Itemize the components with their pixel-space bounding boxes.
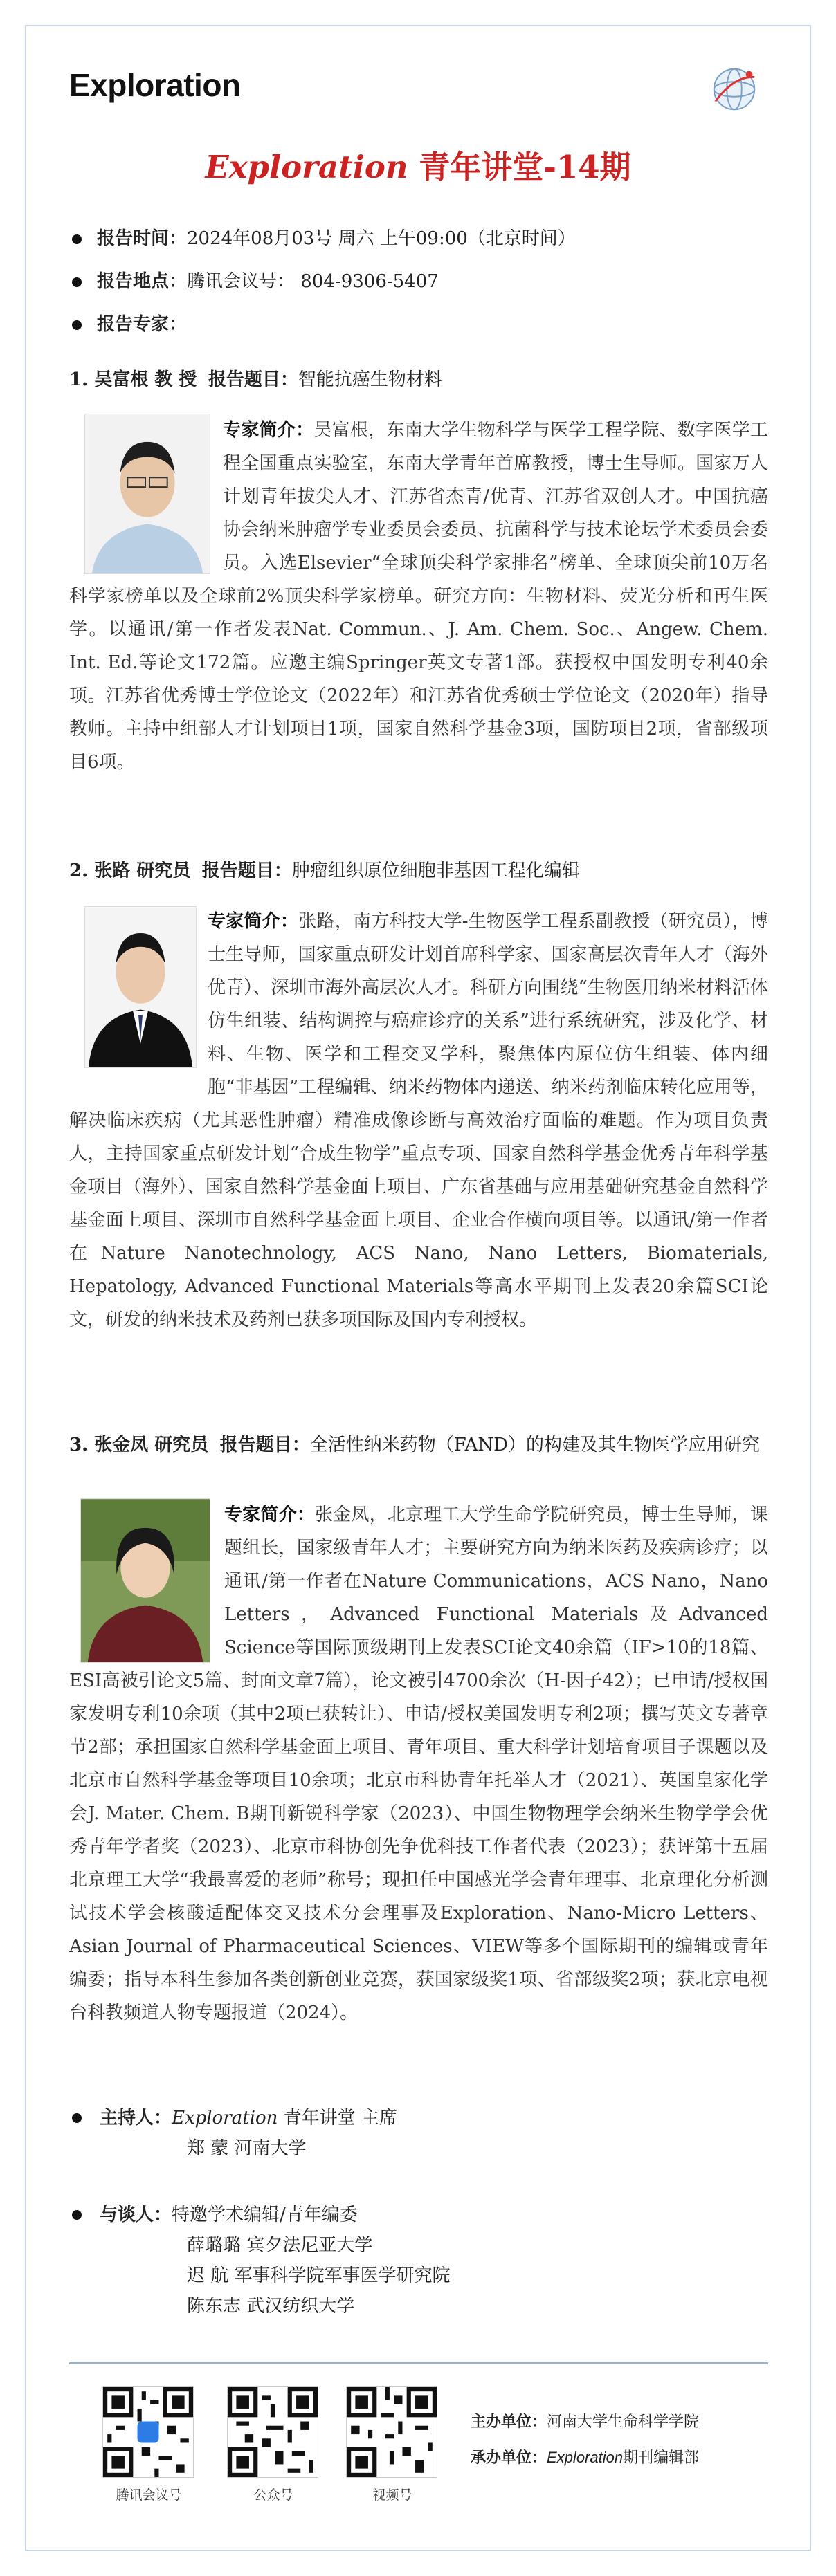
expert-3-bio: 专家简介：张金凤，北京理工大学生命学院研究员，博士生导师，课题组长，国家级青年人才；主要研究方向为纳米医药及疾病诊疗；以通讯/第一作者在Nature Communications，ACS Nano，Nano Letters，Advanced Functional Materials及Advanced Science等国际顶级期刊上发表SCI论文40余篇（IF>10的18篇、ESI高被引论文5篇、封面文章7篇），论文被引4700余次（H-因子42）；已申请/授权国家发明专利10余项（其中2项已获转让）、申请/授权美国发明专利2项；撰写英文专著章节2部；承担国家自然科学基金面上项目、青年项目、重大科学计划培育项目子课题以及北京市自然科学基金等项目10余项；北京市科协青年托举人才（2021）、英国皇家化学会J. Mater. Chem. B期刊新锐科学家（2023）、中国生物物理学会纳米生物学学会优秀青年学者奖（2023）、北京市科协创先争优科技工作者代表（2023）；获评第十五届北京理工大学“我最喜爱的老师”称号；现担任中国感光学会青年理事、北京理化分析测试技术学会核酸适配体交叉技术分会理事及Exploration、Nano-Micro Letters、Asian Journal of Pharmaceutical Sciences、VIEW等多个国际期刊的编辑或青年编委；指导本科生参加各类创新创业竞赛，获国家级奖1项、省部级奖2项；获北京电视台科教频道人物专题报道（2024）。	[69, 1505, 768, 2023]
panel-person: 陈东志 武汉纺织大学	[187, 2296, 355, 2317]
qr-caption: 视频号	[372, 2488, 412, 2503]
expert-1-heading: 1. 吴富根 教 授 报告题目：智能抗癌生物材料	[69, 369, 442, 390]
qr-caption: 公众号	[253, 2488, 293, 2503]
panel-line: 与谈人：特邀学术编辑/青年编委	[100, 2205, 358, 2225]
header	[69, 62, 761, 118]
host-line: 主持人：Exploration 青年讲堂 主席	[100, 2108, 397, 2128]
globe-emblem-icon	[707, 62, 761, 116]
expert-2-bio: 专家简介：张路，南方科技大学-生物医学工程系副教授（研究员），博士生导师，国家重点研发计划首席科学家、国家高层次青年人才（海外优青）、深圳市海外高层次人才。科研方向围绕“生物医用纳米材料活体仿生组装、结构调控与癌症诊疗的关系”进行系统研究，涉及化学、材料、生物、医学和工程交叉学科，聚焦体内原位仿生组装、体内细胞“非基因”工程编辑、纳米药物体内递送、纳米药剂临床转化应用等，解决临床疾病（尤其恶性肿瘤）精准成像诊断与高效治疗面临的难题。作为项目负责人，主持国家重点研发计划“合成生物学”重点专项、国家自然科学基金优秀青年科学基金项目（海外）、国家自然科学基金面上项目、广东省基础与应用基础研究基金自然科学基金面上项目、深圳市自然科学基金面上项目、企业合作横向项目等。以通讯/第一作者在Nature Nanotechnology, ACS Nano, Nano Letters, Biomaterials, Hepatology, Advanced Functional Materials等高水平期刊上发表20余篇SCI论文，研发的纳米技术及药剂已获多项国际及国内专利授权。	[69, 911, 768, 1330]
qr-caption: 腾讯会议号	[116, 2488, 182, 2503]
meta-experts: 报告专家：	[69, 311, 761, 353]
host-person: 郑 蒙 河南大学	[187, 2138, 307, 2159]
expert-1-bio: 专家简介：吴富根，东南大学生物科学与医学工程学院、数字医学工程全国重点实验室，东南大学青年首席教授，博士生导师。国家万人计划青年拔尖人才、江苏省杰青/优青、江苏省双创人才。中国抗癌协会纳米肿瘤学专业委员会委员、抗菌科学与技术论坛学术委员会委员。入选Elsevier“全球顶尖科学家排名”榜单、全球顶尖前10万名科学家榜单以及全球前2%顶尖科学家榜单。研究方向：生物材料、荧光分析和再生医学。以通讯/第一作者发表Nat. Commun.、J. Am. Chem. Soc.、Angew. Chem. Int. Ed.等论文172篇。应邀主编Springer英文专著1部。获授权中国发明专利40余项。江苏省优秀博士学位论文（2022年）和江苏省优秀硕士学位论文（2020年）指导教师。主持中组部人才计划项目1项，国家自然科学基金3项，国防项目2项，省部级项目6项。	[69, 420, 768, 773]
expert-2	[69, 858, 768, 1330]
meta-time: 报告时间：2024年08月03号 周六 上午09:00（北京时间）	[69, 225, 761, 268]
exploration-logo: Exploration	[69, 67, 241, 103]
qr-code-meeting-icon[interactable]	[102, 2386, 194, 2478]
qr-code-official-account-icon[interactable]	[227, 2386, 318, 2478]
panel-section	[69, 2200, 761, 2321]
page-title: Exploration 青年讲堂-14期	[205, 149, 631, 185]
panel-person: 迟 航 军事科学院军事医学研究院	[187, 2265, 451, 2286]
expert-2-heading: 2. 张路 研究员 报告题目：肿瘤组织原位细胞非基因工程化编辑	[69, 861, 580, 881]
organizer: 主办单位：河南大学生命科学学院	[471, 2413, 700, 2430]
qr-code-video-channel-icon[interactable]	[346, 2386, 437, 2478]
footer-divider	[69, 2362, 768, 2364]
co-organizer: 承办单位：Exploration期刊编辑部	[471, 2449, 700, 2466]
meta-section	[69, 225, 761, 353]
expert-3-heading: 3. 张金凤 研究员 报告题目：全活性纳米药物（FAND）的构建及其生物医学应用研究	[69, 1435, 760, 1455]
host-section	[69, 2103, 761, 2164]
panel-person: 薛璐璐 宾夕法尼亚大学	[187, 2235, 373, 2256]
meta-place: 报告地点：腾讯会议号： 804-9306-5407	[69, 268, 761, 311]
expert-3	[69, 1432, 768, 2023]
expert-1	[69, 367, 768, 773]
